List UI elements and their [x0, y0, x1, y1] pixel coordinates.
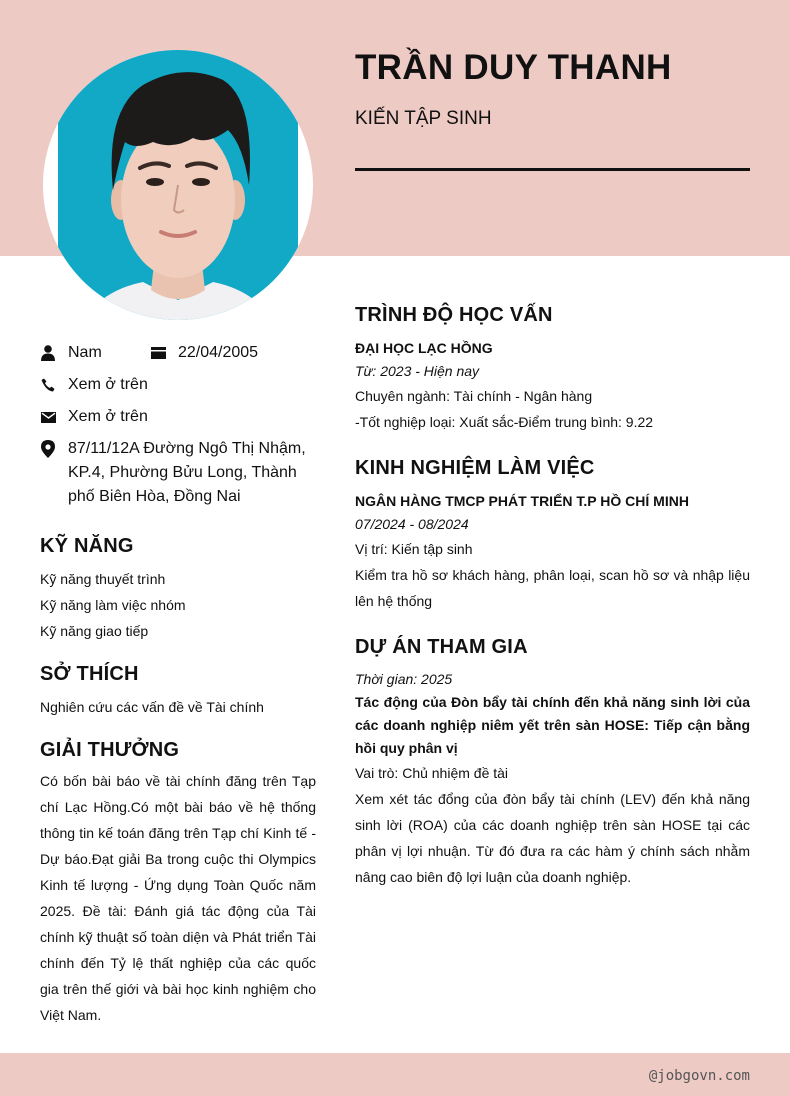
experience-description: Kiểm tra hồ sơ khách hàng, phân loại, scan hồ sơ và nhập liệu lên hệ thống	[355, 567, 750, 609]
candidate-position: KIẾN TẬP SINH	[355, 108, 492, 129]
hobby-item: Nghiên cứu các vấn đề về Tài chính	[40, 699, 264, 715]
phone-icon	[40, 373, 56, 397]
skills-heading: KỸ NĂNG	[40, 535, 134, 557]
mail-icon	[40, 405, 56, 429]
calendar-icon	[150, 341, 166, 365]
birthdate-value: 22/04/2005	[178, 344, 259, 361]
address-row	[40, 437, 320, 509]
education-heading: TRÌNH ĐỘ HỌC VẤN	[355, 304, 553, 326]
projects-section	[355, 636, 750, 890]
education-period: Từ: 2023 - Hiện nay	[355, 363, 480, 379]
education-grade: -Tốt nghiệp loại: Xuất sắc-Điểm trung bình: 9.22	[355, 414, 654, 430]
hobbies-section	[40, 663, 316, 720]
education-major: Chuyên ngành: Tài chính - Ngân hàng	[355, 388, 593, 404]
project-time: Thời gian: 2025	[355, 671, 453, 687]
phone-row	[40, 373, 148, 397]
email-value: Xem ở trên	[68, 408, 148, 425]
person-icon	[40, 341, 56, 365]
education-school: ĐẠI HỌC LẠC HỒNG	[355, 340, 493, 356]
project-role: Vai trò: Chủ nhiệm đề tài	[355, 765, 509, 781]
project-description: Xem xét tác đổng của đòn bẩy tài chính (LEV) đến khả năng sinh lời (ROA) của các doanh nghiệp trên sàn HOSE tại các phân vị lợi nhuận. Từ đó đưa ra các hàm ý chính sách nhằm nâng cao biên độ lợi luận của doanh nghiệp.	[355, 791, 750, 885]
awards-text: Có bốn bài báo về tài chính đăng trên Tạp chí Lạc Hồng.Có một bài báo về hệ thống thông tin kế toán đăng trên Tạp chí Kinh tế - Dự báo.Đạt giải Ba trong cuộc thi Olympics Kinh tế lượng - Ứng dụng Toàn Quốc năm 2025. Đề tài: Đánh giá tác động của Tài chính kỹ thuật số toàn diện và Phát triển Tài chính đến Tỷ lệ thất nghiệp của các quốc gia trên thế giới và bài học kinh nghiệm cho Việt Nam.	[40, 773, 316, 1023]
hobbies-heading: SỞ THÍCH	[40, 663, 139, 685]
skill-item: Kỹ năng làm việc nhóm	[40, 597, 186, 613]
skill-item: Kỹ năng thuyết trình	[40, 571, 166, 587]
project-title: Tác động của Đòn bẩy tài chính đến khả năng sinh lời của các doanh nghiệp niêm yết trên sàn HOSE: Tiếp cận bằng hồi quy phân vị	[355, 694, 750, 756]
experience-heading: KINH NGHIỆM LÀM VIỆC	[355, 457, 595, 479]
education-section	[355, 304, 750, 435]
experience-role: Vị trí: Kiến tập sinh	[355, 541, 473, 557]
experience-section	[355, 457, 750, 614]
skills-section	[40, 535, 316, 644]
address-value: 87/11/12A Đường Ngô Thị Nhậm, KP.4, Phường Bửu Long, Thành phố Biên Hòa, Đồng Nai	[68, 440, 306, 505]
footer-watermark: @jobgovn.com	[648, 1068, 750, 1084]
email-row	[40, 405, 148, 429]
phone-value: Xem ở trên	[68, 376, 148, 393]
skill-item: Kỹ năng giao tiếp	[40, 623, 149, 639]
avatar	[43, 50, 313, 320]
experience-company: NGÂN HÀNG TMCP PHÁT TRIỂN T.P HỒ CHÍ MINH	[355, 493, 689, 509]
portrait-illustration	[43, 50, 313, 320]
projects-heading: DỰ ÁN THAM GIA	[355, 636, 528, 658]
candidate-name: TRẦN DUY THANH	[355, 48, 672, 87]
awards-heading: GIẢI THƯỞNG	[40, 739, 180, 761]
birthdate-row	[150, 341, 258, 365]
location-pin-icon	[40, 437, 56, 461]
gender-value: Nam	[68, 344, 102, 361]
header-divider	[355, 168, 750, 171]
awards-section	[40, 739, 316, 1028]
gender-row	[40, 341, 102, 365]
experience-period: 07/2024 - 08/2024	[355, 516, 469, 532]
